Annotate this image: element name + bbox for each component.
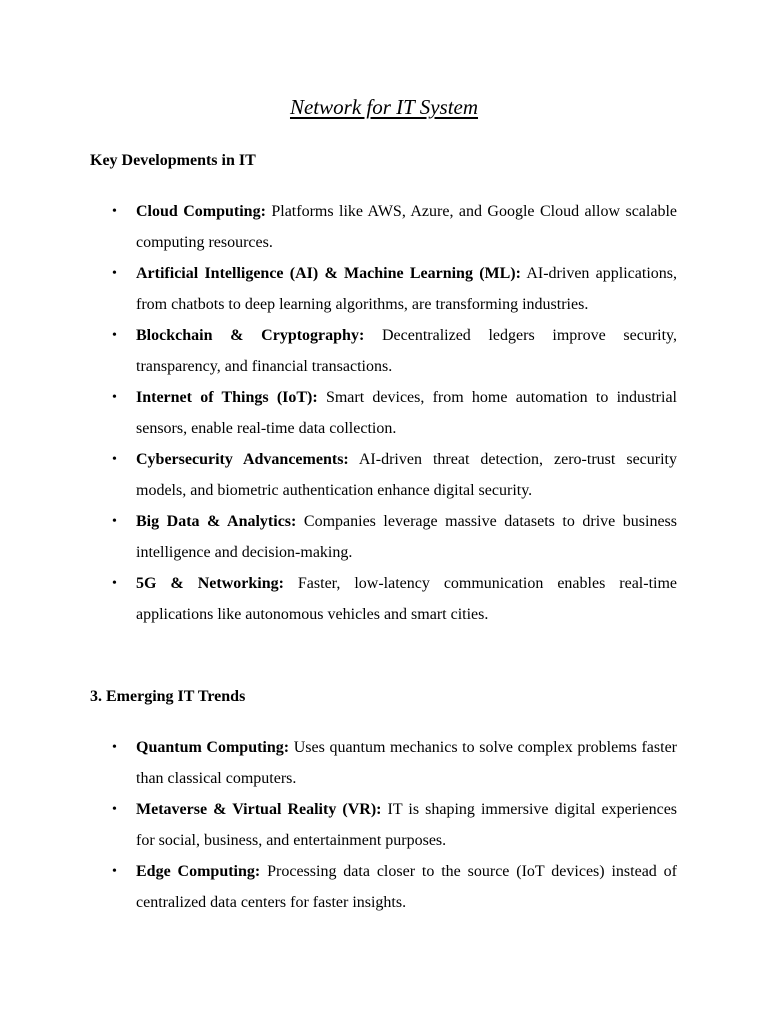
bullet-icon: • [112,576,117,591]
list-item-description: Decentralized ledgers improve security, transparency, and financial transactions. [136,327,677,375]
list-item [0,794,768,856]
list-item-term: Internet of Things (IoT): [136,389,318,406]
list-item-text [136,794,677,856]
list-item-description: Faster, low-latency communication enables real-time applications like autonomous vehicles and smart cities. [136,575,677,623]
list-item-term: Cybersecurity Advancements: [136,451,349,468]
bullet-icon: • [112,452,117,467]
list-item [0,258,768,320]
bullet-icon: • [112,864,117,879]
bullet-icon: • [112,740,117,755]
list-item [0,320,768,382]
list-item-text [136,732,677,794]
list-item-term: Artificial Intelligence (AI) & Machine Learning (ML): [136,265,521,282]
bullet-icon: • [112,266,117,281]
list-item [0,382,768,444]
list-item-text [136,568,677,630]
list-item [0,196,768,258]
list-item [0,856,768,918]
list-item-term: 5G & Networking: [136,575,284,592]
list-item-term: Metaverse & Virtual Reality (VR): [136,801,382,818]
bullet-list [0,732,768,918]
list-item-description: Smart devices, from home automation to industrial sensors, enable real-time data collection. [136,389,678,437]
list-item-description: Platforms like AWS, Azure, and Google Cloud allow scalable computing resources. [136,203,678,251]
list-item-description: AI-driven applications, from chatbots to deep learning algorithms, are transforming industries. [136,265,677,313]
list-item-term: Big Data & Analytics: [136,513,297,530]
list-item-text [136,196,677,258]
list-item-text [136,382,677,444]
list-item-term: Quantum Computing: [136,739,290,756]
bullet-list [0,196,768,630]
bullet-icon: • [112,390,117,405]
bullet-icon: • [112,514,117,529]
list-item [0,506,768,568]
list-item-text [136,506,677,568]
list-item [0,444,768,506]
list-item-description: Uses quantum mechanics to solve complex problems faster than classical computers. [136,739,678,787]
list-item-text [136,856,677,918]
list-item-term: Edge Computing: [136,863,261,880]
list-item-text [136,444,677,506]
bullet-icon: • [112,204,117,219]
list-item-text [136,320,677,382]
bullet-icon: • [112,802,117,817]
document-title: Network for IT System [289,95,479,119]
bullet-icon: • [112,328,117,343]
list-item-description: Companies leverage massive datasets to drive business intelligence and decision-making. [136,513,677,561]
section-heading: 3. Emerging IT Trends [90,688,246,705]
list-item-term: Cloud Computing: [136,203,266,220]
list-item-text [136,258,677,320]
list-item-description: Processing data closer to the source (IoT devices) instead of centralized data centers for faster insights. [136,863,677,911]
list-item [0,568,768,630]
list-item [0,732,768,794]
list-item-description: IT is shaping immersive digital experiences for social, business, and entertainment purposes. [136,801,678,849]
list-item-description: AI-driven threat detection, zero-trust security models, and biometric authentication enhance digital security. [136,451,677,499]
section-heading: Key Developments in IT [90,152,256,169]
list-item-term: Blockchain & Cryptography: [136,327,365,344]
